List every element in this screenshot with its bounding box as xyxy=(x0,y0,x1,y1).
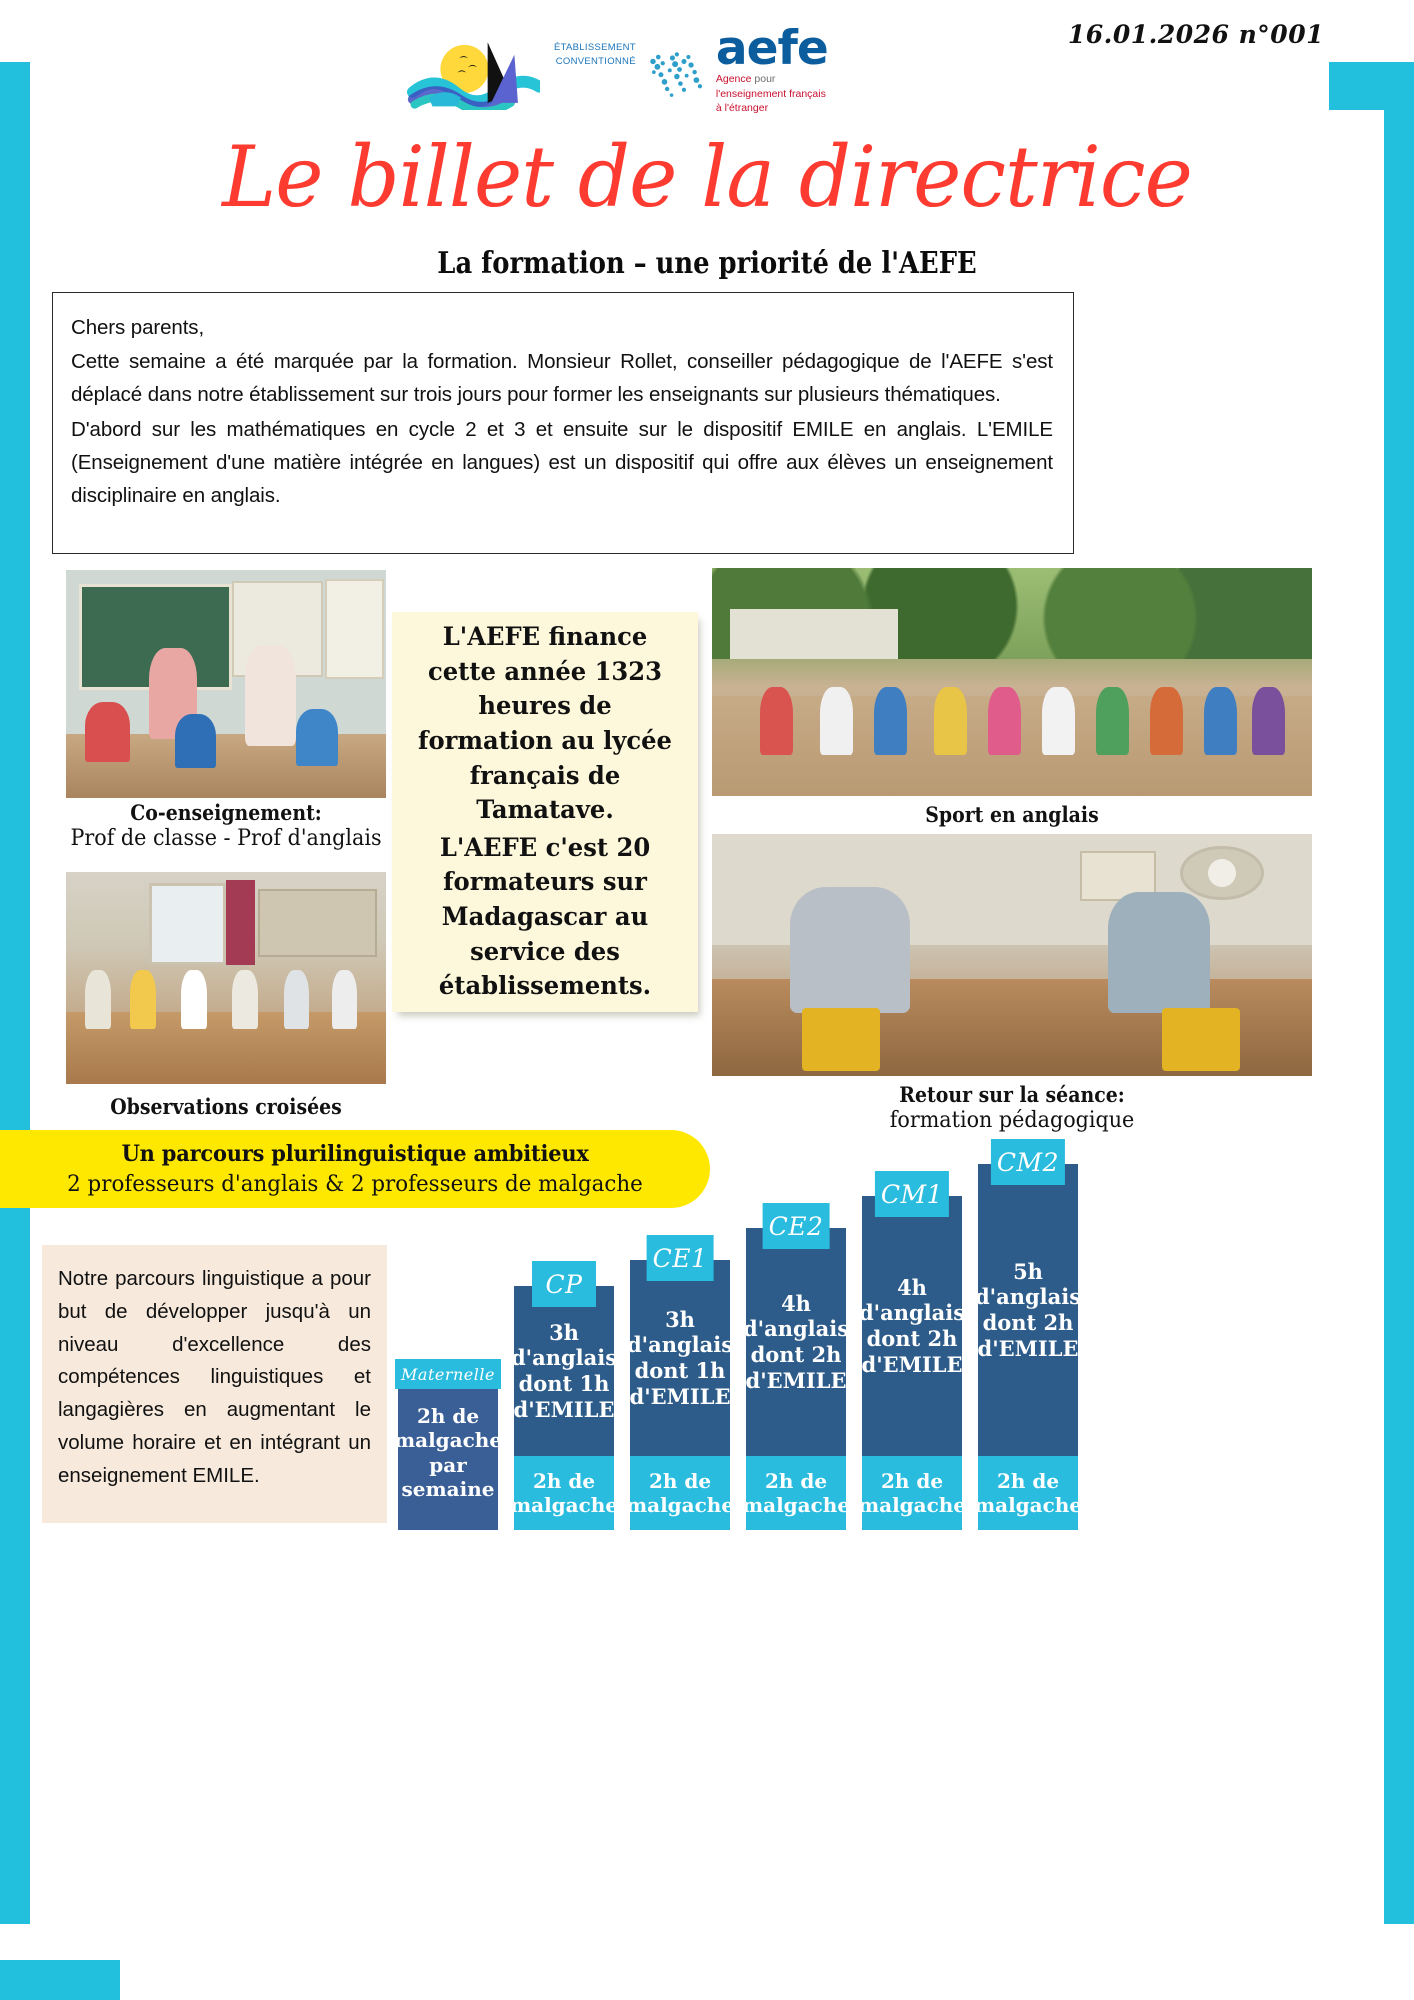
letter-paragraph-1: Cette semaine a été marquée par la formation. Monsieur Rollet, conseiller pédagogique de l'AEFE s'est déplacé dans notre établissement sur trois jours pour former les enseignants sur plusieurs thématiques. xyxy=(71,350,1053,407)
frame-accent-bottom-left xyxy=(0,1960,120,2000)
caption-retour-sur-la-seance-regular: formation pédagogique xyxy=(889,1108,1135,1133)
photo-co-enseignement xyxy=(66,570,386,798)
caption-retour-sur-la-seance-bold: Retour sur la séance: xyxy=(899,1082,1125,1107)
world-map-icon xyxy=(645,44,707,102)
lycee-francais-tamatave-logo-icon xyxy=(405,28,540,110)
bar-segment-anglais-ce1: 3h d'anglais dont 1h d'EMILE xyxy=(630,1260,730,1456)
language-hours-bar-chart xyxy=(393,1147,1373,1530)
aefe-tagline: Agence pour l'enseignement français à l'étranger xyxy=(715,73,826,115)
letter-body-box xyxy=(52,292,1074,554)
letter-salutation: Chers parents, xyxy=(71,316,205,339)
bar-segment-anglais-ce2: 4h d'anglais dont 2h d'EMILE xyxy=(746,1228,846,1456)
caption-co-enseignement-bold: Co-enseignement: xyxy=(130,800,322,825)
aefe-wordmark: aefe xyxy=(715,21,828,76)
level-badge-cp: CP xyxy=(532,1261,596,1307)
level-badge-ce2: CE2 xyxy=(763,1203,830,1249)
page-subtitle: La formation – une priorité de l'AEFE xyxy=(437,246,977,281)
photo-sport-en-anglais xyxy=(712,568,1312,796)
frame-border-left xyxy=(0,62,30,1924)
bar-segment-malgache-cm1: 2h de malgache xyxy=(862,1456,962,1530)
bar-segment-malgache-cm2: 2h de malgache xyxy=(978,1456,1078,1530)
highlight-box xyxy=(392,612,698,1012)
level-badge-ce1: CE1 xyxy=(647,1235,714,1281)
banner-line-2: 2 professeurs d'anglais & 2 professeurs de malgache xyxy=(67,1171,643,1197)
page-title: Le billet de la directrice xyxy=(222,128,1192,226)
bar-segment-anglais-maternelle: 2h de malgache par semaine xyxy=(398,1375,498,1530)
bar-segment-malgache-ce2: 2h de malgache xyxy=(746,1456,846,1530)
aefe-logo xyxy=(554,21,828,116)
bar-segment-anglais-cm2: 5h d'anglais dont 2h d'EMILE xyxy=(978,1164,1078,1456)
logo-group xyxy=(405,21,828,116)
bar-segment-malgache-cp: 2h de malgache xyxy=(514,1456,614,1530)
etablissement-conventionne-label: ÉTABLISSEMENT CONVENTIONNÉ xyxy=(554,42,636,67)
issue-date: 16.01.2026 n°001 xyxy=(1067,20,1324,49)
bar-segment-malgache-ce1: 2h de malgache xyxy=(630,1456,730,1530)
caption-observations-croisees: Observations croisées xyxy=(110,1094,342,1119)
side-text-paragraph: Notre parcours linguistique a pour but de développer jusqu'à un niveau d'excellence des compétences linguistiques et langagières en augmentant le volume horaire et en intégrant un enseignement EMILE. xyxy=(58,1267,371,1487)
caption-co-enseignement-regular: Prof de classe - Prof d'anglais xyxy=(70,826,382,851)
side-text-box xyxy=(42,1245,387,1523)
caption-sport-en-anglais: Sport en anglais xyxy=(925,802,1099,827)
page-header xyxy=(0,0,1414,125)
bar-segment-anglais-cp: 3h d'anglais dont 1h d'EMILE xyxy=(514,1286,614,1456)
frame-border-right xyxy=(1384,62,1414,1924)
banner-line-1: Un parcours plurilinguistique ambitieux xyxy=(121,1141,589,1167)
bar-segment-anglais-cm1: 4h d'anglais dont 2h d'EMILE xyxy=(862,1196,962,1456)
letter-paragraph-2: D'abord sur les mathématiques en cycle 2 et 3 et ensuite sur le dispositif EMILE en anglais. L'EMILE (Enseignement d'une matière intégrée en langues) est un dispositif qui offre aux élèves un enseignement disciplinaire en anglais. xyxy=(71,417,1053,508)
level-badge-cm1: CM1 xyxy=(875,1171,949,1217)
photo-observations-croisees xyxy=(66,872,386,1084)
level-badge-cm2: CM2 xyxy=(991,1139,1065,1185)
level-badge-maternelle: Maternelle xyxy=(395,1359,501,1389)
photo-retour-sur-la-seance xyxy=(712,834,1312,1076)
highlight-text-2: L'AEFE c'est 20 formateurs sur Madagascar au service des établissements. xyxy=(438,832,652,1002)
highlight-text-1: L'AEFE finance cette année 1323 heures de formation au lycée français de Tamatave. xyxy=(418,622,672,826)
